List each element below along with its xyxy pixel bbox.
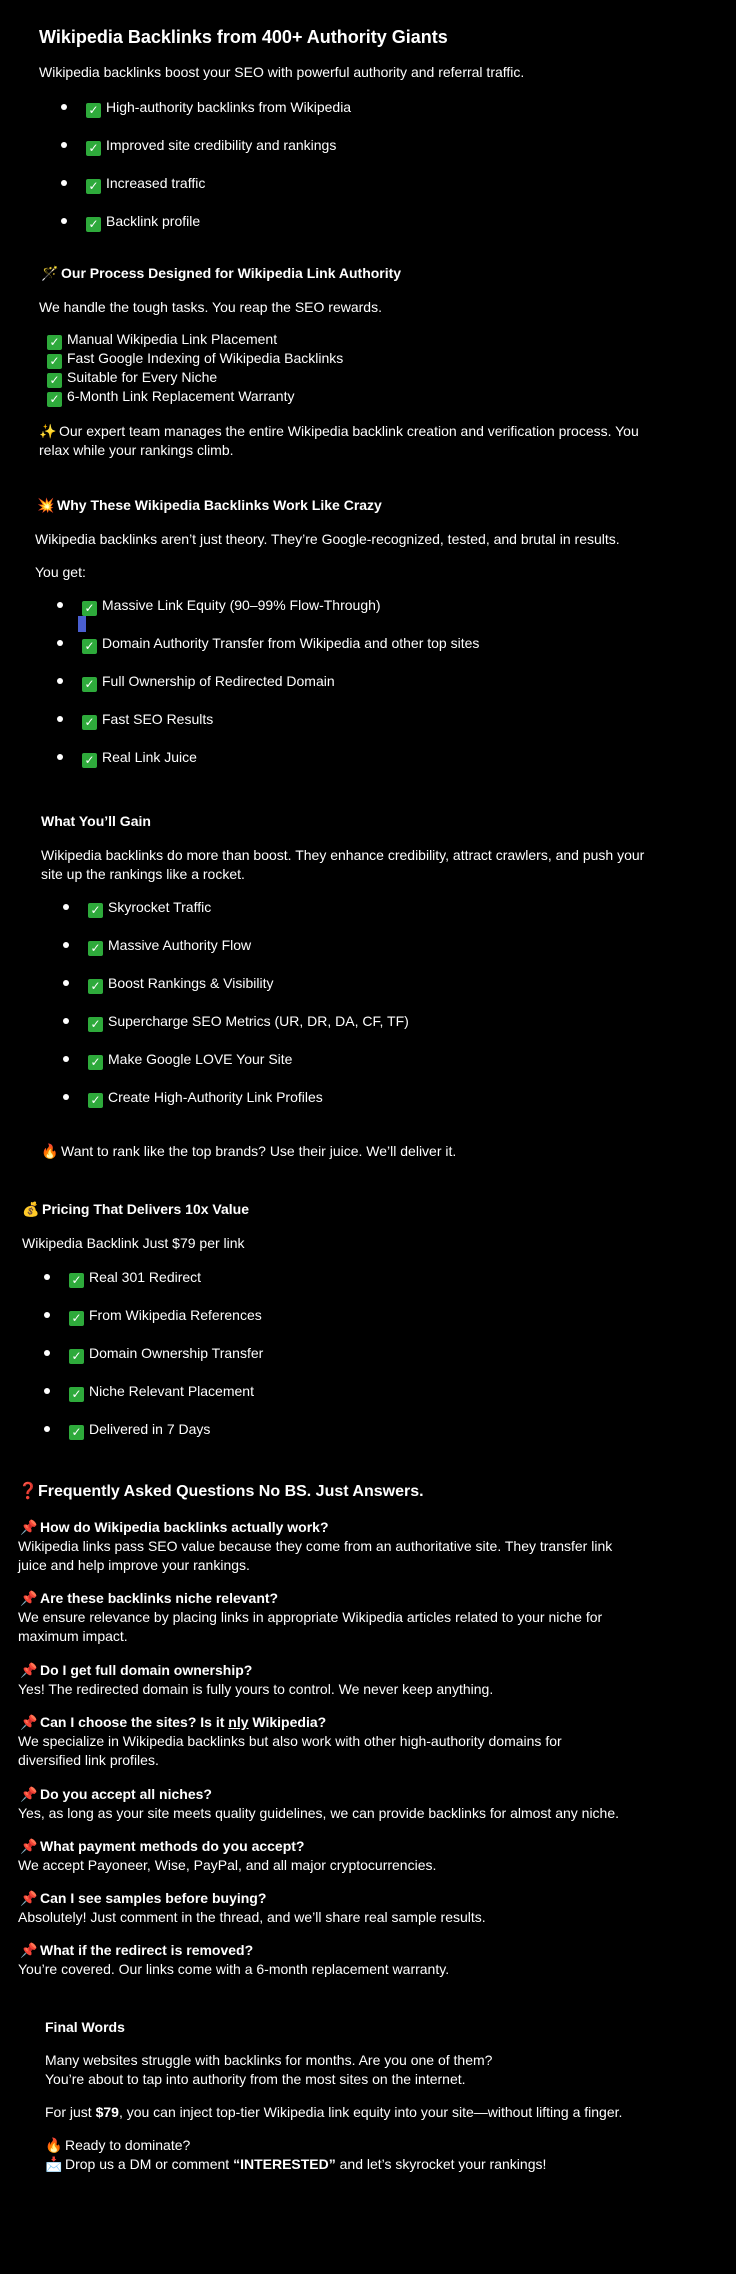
list-item: ✓ Suitable for Every Niche bbox=[47, 368, 343, 387]
list-item: ✓ Boost Rankings & Visibility bbox=[88, 974, 409, 1012]
faq-answer-cont: juice and help improve your rankings. bbox=[18, 1557, 250, 1573]
check-icon: ✓ bbox=[69, 1387, 84, 1402]
check-icon: ✓ bbox=[69, 1273, 84, 1288]
faq-answer: You’re covered. Our links come with a 6-month replacement warranty. bbox=[18, 1961, 450, 1977]
check-icon: ✓ bbox=[88, 1093, 103, 1108]
faq-answer-cont: diversified link profiles. bbox=[18, 1752, 159, 1768]
pin-icon: 📌 bbox=[20, 1786, 38, 1802]
check-icon: ✓ bbox=[47, 373, 62, 388]
pin-icon: 📌 bbox=[20, 1662, 38, 1678]
final-dm: 📩 Drop us a DM or comment “INTERESTED” and let’s skyrocket your rankings! bbox=[45, 2156, 547, 2172]
moneybag-icon: 💰 bbox=[22, 1201, 40, 1217]
you-get-label: You get: bbox=[35, 564, 86, 580]
faq-question: 📌 Can I choose the sites? Is it nly Wikipedia? bbox=[20, 1714, 327, 1730]
list-item: ✓ High-authority backlinks from Wikipedia bbox=[86, 98, 351, 136]
list-item: ✓ Increased traffic bbox=[86, 174, 351, 212]
pin-icon: 📌 bbox=[20, 1714, 38, 1730]
faq-question: 📌 Can I see samples before buying? bbox=[20, 1890, 267, 1906]
pricing-list bbox=[69, 1268, 263, 1458]
check-icon: ✓ bbox=[86, 103, 101, 118]
faq-question: 📌 Do you accept all niches? bbox=[20, 1786, 212, 1802]
check-icon: ✓ bbox=[69, 1311, 84, 1326]
faq-answer: We ensure relevance by placing links in appropriate Wikipedia articles related to your niche for bbox=[18, 1609, 603, 1625]
process-list bbox=[47, 330, 343, 406]
section-title: What You’ll Gain bbox=[41, 813, 151, 829]
list-item: ✓ Skyrocket Traffic bbox=[88, 898, 409, 936]
collision-icon: 💥 bbox=[37, 497, 55, 513]
gain-cta: 🔥 Want to rank like the top brands? Use their juice. We’ll deliver it. bbox=[41, 1143, 457, 1159]
section-title: Wikipedia Backlinks from 400+ Authority Giants bbox=[39, 27, 448, 47]
list-item: ✓ Improved site credibility and rankings bbox=[86, 136, 351, 174]
check-icon: ✓ bbox=[86, 217, 101, 232]
faq-answer: Wikipedia links pass SEO value because they come from an authoritative site. They transfer link bbox=[18, 1538, 613, 1554]
check-icon: ✓ bbox=[82, 715, 97, 730]
faq-answer: Yes! The redirected domain is fully yours to control. We never keep anything. bbox=[18, 1681, 494, 1697]
faq-answer: Absolutely! Just comment in the thread, and we’ll share real sample results. bbox=[18, 1909, 486, 1925]
check-icon: ✓ bbox=[47, 392, 62, 407]
check-icon: ✓ bbox=[47, 335, 62, 350]
faq-answer-cont: maximum impact. bbox=[18, 1628, 128, 1644]
faq-question: 📌 What if the redirect is removed? bbox=[20, 1942, 254, 1958]
final-line: Many websites struggle with backlinks for months. Are you one of them? bbox=[45, 2052, 493, 2068]
faq-question: 📌 How do Wikipedia backlinks actually work? bbox=[20, 1519, 329, 1535]
list-item: ✓ Backlink profile bbox=[86, 212, 351, 250]
check-icon: ✓ bbox=[88, 1055, 103, 1070]
pin-icon: 📌 bbox=[20, 1519, 38, 1535]
check-icon: ✓ bbox=[88, 941, 103, 956]
check-icon: ✓ bbox=[86, 179, 101, 194]
list-item: ✓ Domain Authority Transfer from Wikipedia and other top sites bbox=[82, 634, 479, 672]
section-title: 💥 Why These Wikipedia Backlinks Work Like Crazy bbox=[37, 497, 382, 513]
list-item: ✓ Fast SEO Results bbox=[82, 710, 479, 748]
check-icon: ✓ bbox=[82, 677, 97, 692]
check-icon: ✓ bbox=[82, 753, 97, 768]
list-item: ✓ Real 301 Redirect bbox=[69, 1268, 263, 1306]
list-item: ✓ From Wikipedia References bbox=[69, 1306, 263, 1344]
benefits-list bbox=[86, 98, 351, 250]
list-item: ✓ Real Link Juice bbox=[82, 748, 479, 786]
check-icon: ✓ bbox=[88, 903, 103, 918]
check-icon: ✓ bbox=[69, 1425, 84, 1440]
check-icon: ✓ bbox=[88, 979, 103, 994]
gain-list bbox=[88, 898, 409, 1126]
process-note-cont: relax while your rankings climb. bbox=[39, 442, 234, 458]
final-ready: 🔥 Ready to dominate? bbox=[45, 2137, 191, 2153]
faq-question: 📌 What payment methods do you accept? bbox=[20, 1838, 305, 1854]
section-intro-cont: site up the rankings like a rocket. bbox=[41, 866, 245, 882]
faq-answer: Yes, as long as your site meets quality guidelines, we can provide backlinks for almost any niche. bbox=[18, 1805, 620, 1821]
envelope-icon: 📩 bbox=[45, 2156, 63, 2172]
section-title: 💰 Pricing That Delivers 10x Value bbox=[22, 1201, 249, 1217]
check-icon: ✓ bbox=[47, 354, 62, 369]
list-item: ✓ Make Google LOVE Your Site bbox=[88, 1050, 409, 1088]
list-item: ✓ Delivered in 7 Days bbox=[69, 1420, 263, 1458]
sparkles-icon: ✨ bbox=[39, 423, 57, 439]
check-icon: ✓ bbox=[82, 639, 97, 654]
list-item: ✓ Domain Ownership Transfer bbox=[69, 1344, 263, 1382]
pin-icon: 📌 bbox=[20, 1838, 38, 1854]
section-title: Final Words bbox=[45, 2019, 125, 2035]
check-icon: ✓ bbox=[69, 1349, 84, 1364]
list-item: ✓ Massive Authority Flow bbox=[88, 936, 409, 974]
check-icon: ✓ bbox=[88, 1017, 103, 1032]
pin-icon: 📌 bbox=[20, 1590, 38, 1606]
final-line: You’re about to tap into authority from the most sites on the internet. bbox=[45, 2071, 466, 2087]
list-item: ✓ Manual Wikipedia Link Placement bbox=[47, 330, 343, 349]
list-item: ✓ 6-Month Link Replacement Warranty bbox=[47, 387, 343, 406]
section-title: 🪄 Our Process Designed for Wikipedia Link Authority bbox=[41, 265, 402, 281]
faq-answer: We specialize in Wikipedia backlinks but also work with other high-authority domains for bbox=[18, 1733, 562, 1749]
fire-icon: 🔥 bbox=[41, 1143, 59, 1159]
price-line: Wikipedia Backlink Just $79 per link bbox=[22, 1235, 245, 1251]
faq-question: 📌 Do I get full domain ownership? bbox=[20, 1662, 253, 1678]
final-price-line: For just $79, you can inject top-tier Wikipedia link equity into your site—without lifting a finger. bbox=[45, 2104, 623, 2120]
list-item: ✓ Massive Link Equity (90–99% Flow-Through) bbox=[82, 596, 479, 634]
section-intro: Wikipedia backlinks do more than boost. They enhance credibility, attract crawlers, and push your bbox=[41, 847, 645, 863]
process-note: ✨ Our expert team manages the entire Wikipedia backlink creation and verification process. You bbox=[39, 423, 639, 439]
list-item: ✓ Supercharge SEO Metrics (UR, DR, DA, CF, TF) bbox=[88, 1012, 409, 1050]
pin-icon: 📌 bbox=[20, 1942, 38, 1958]
list-item: ✓ Niche Relevant Placement bbox=[69, 1382, 263, 1420]
faq-question: 📌 Are these backlinks niche relevant? bbox=[20, 1590, 279, 1606]
pin-icon: 📌 bbox=[20, 1890, 38, 1906]
fire-icon: 🔥 bbox=[45, 2137, 63, 2153]
section-intro: Wikipedia backlinks aren’t just theory. They’re Google-recognized, tested, and brutal in results. bbox=[35, 531, 620, 547]
wand-icon: 🪄 bbox=[41, 265, 59, 281]
list-item: ✓ Fast Google Indexing of Wikipedia Backlinks bbox=[47, 349, 343, 368]
check-icon: ✓ bbox=[82, 601, 97, 616]
list-item: ✓ Full Ownership of Redirected Domain bbox=[82, 672, 479, 710]
faq-answer: We accept Payoneer, Wise, PayPal, and all major cryptocurrencies. bbox=[18, 1857, 437, 1873]
list-item: ✓ Create High-Authority Link Profiles bbox=[88, 1088, 409, 1126]
section-intro: Wikipedia backlinks boost your SEO with powerful authority and referral traffic. bbox=[39, 64, 525, 80]
faq-title: ❓Frequently Asked Questions No BS. Just Answers. bbox=[18, 1483, 424, 1500]
question-icon: ❓ bbox=[18, 1483, 38, 1500]
why-list bbox=[82, 596, 479, 786]
section-intro: We handle the tough tasks. You reap the SEO rewards. bbox=[39, 299, 382, 315]
check-icon: ✓ bbox=[86, 141, 101, 156]
